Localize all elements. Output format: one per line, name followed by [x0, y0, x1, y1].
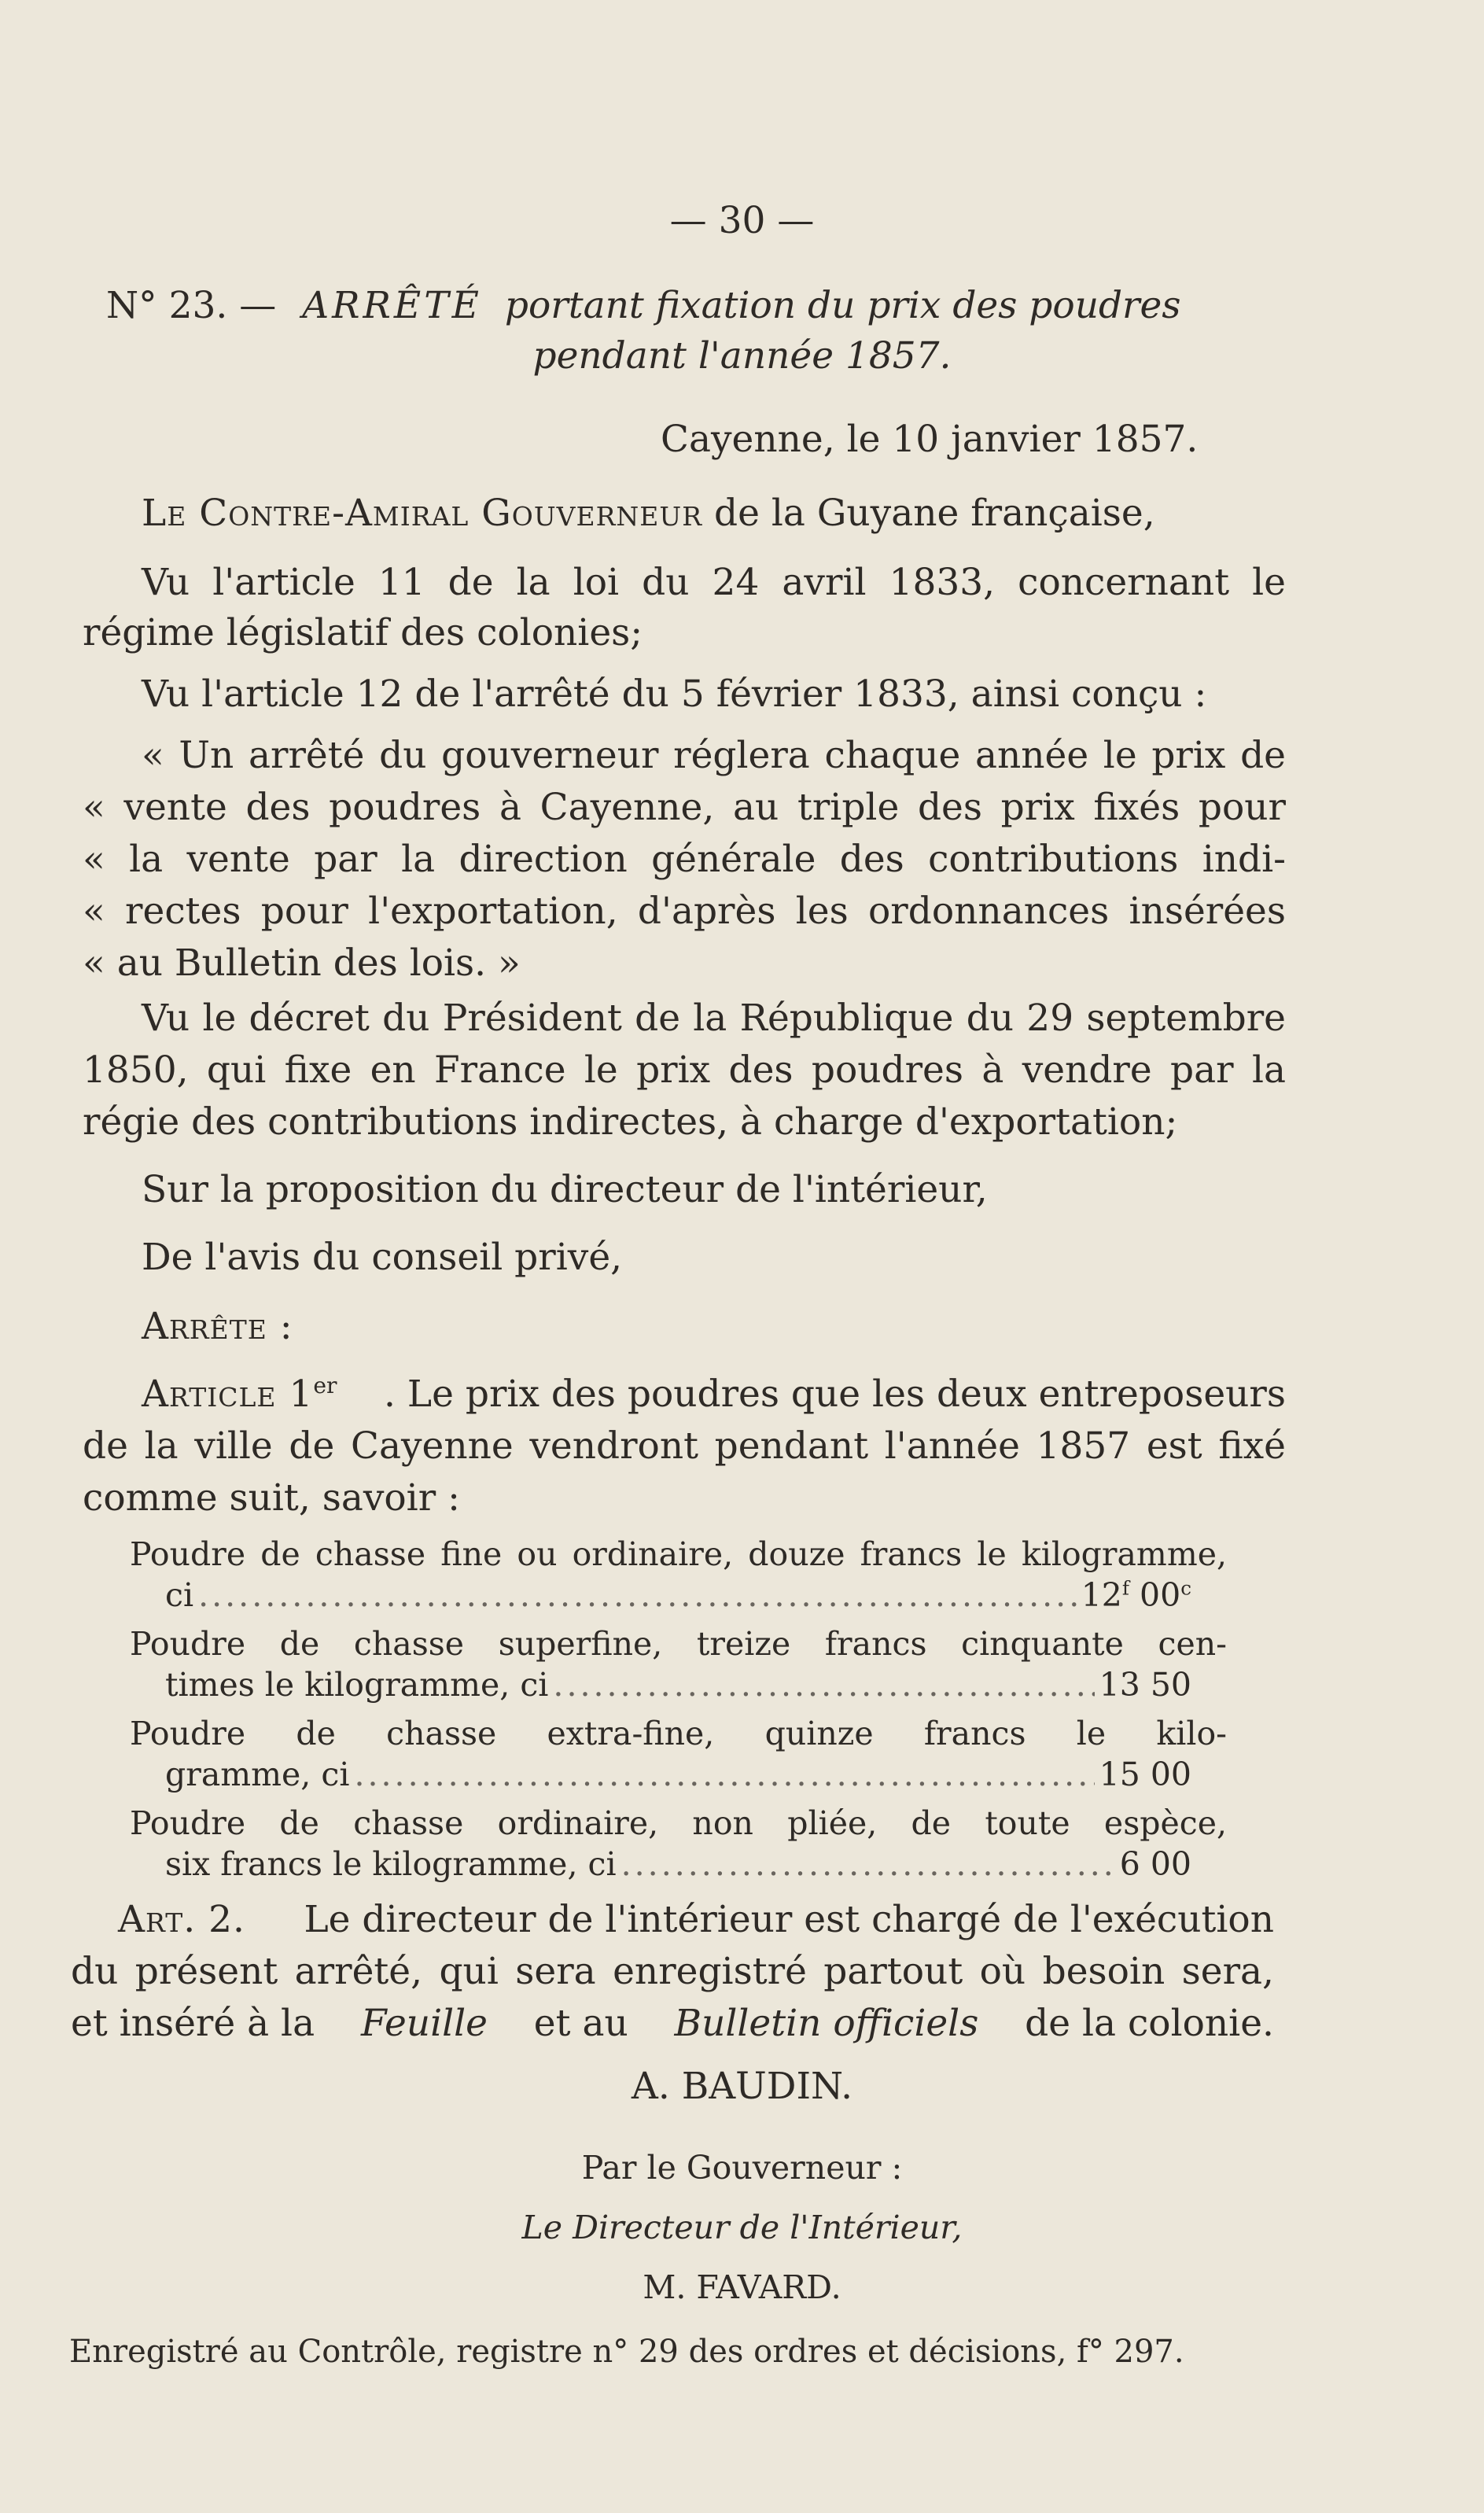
article-2-label: Art. 2.: [118, 1898, 245, 1941]
price-item-2-text: times le kilogramme, ci: [165, 1666, 549, 1704]
signature-baudin: A. BAUDIN.: [631, 2065, 853, 2108]
price-item-2-line-1: Poudre de chasse superfine, treize francs cinquante cen-: [130, 1625, 1227, 1663]
feuille-italic: Feuille: [360, 2002, 488, 2045]
article-2-line-1-rest: Le directeur de l'intérieur est chargé de l'exécution: [304, 1898, 1274, 1941]
price-item-3-line-2: [165, 1752, 1191, 1796]
dateline: Cayenne, le 10 janvier 1857.: [661, 418, 1199, 461]
consideration-5: Sur la proposition du directeur de l'intérieur,: [142, 1168, 988, 1211]
price-item-4-line-2: [165, 1842, 1191, 1886]
price-item-4-value: 6 00: [1119, 1845, 1191, 1883]
price-item-3-value: 15 00: [1099, 1756, 1191, 1793]
quote-line-1: « Un arrêté du gouverneur réglera chaque année le prix de: [142, 734, 1286, 777]
quote-line-4: « rectes pour l'exportation, d'après les ordonnances insérées: [83, 890, 1286, 933]
price-item-1-value: 12$^f$ 00$^c$: [1081, 1576, 1191, 1614]
opening-rest: de la Guyane française,: [714, 492, 1155, 535]
heading-number: N° 23. —: [106, 284, 277, 327]
quote-line-5: « au Bulletin des lois. »: [83, 941, 521, 985]
consideration-4-line-1: Vu le décret du Président de la République du 29 septembre: [142, 997, 1286, 1040]
price-item-1-text: ci: [165, 1576, 194, 1614]
page-number: — 30 —: [669, 199, 815, 242]
leader-dots: [198, 1573, 1077, 1617]
article-1-line-1-rest: . Le prix des poudres que les deux entreposeurs: [384, 1373, 1286, 1416]
consideration-4-line-2: 1850, qui fixe en France le prix des poudres à vendre par la: [83, 1048, 1286, 1092]
article-1-line-2: de la ville de Cayenne vendront pendant l'année 1857 est fixé: [83, 1424, 1286, 1468]
leader-dots: [354, 1752, 1094, 1796]
article-1-label: Article 1: [142, 1373, 314, 1416]
price-item-3-line-1: Poudre de chasse extra-fine, quinze francs le kilo-: [130, 1715, 1227, 1752]
consideration-1-line-2: régime législatif des colonies;: [83, 611, 643, 654]
quote-line-3: « la vente par la direction générale des contributions indi-: [83, 838, 1286, 881]
heading-line-1: [106, 280, 1302, 332]
article-1-line-1: [142, 1369, 1286, 1420]
heading-title-rest-1: portant fixation du prix des poudres: [504, 284, 1181, 327]
article-2-line-3: [71, 1998, 1274, 2050]
bulletin-italic: Bulletin officiels: [674, 2002, 979, 2045]
price-item-1-line-1: Poudre de chasse fine ou ordinaire, douze francs le kilogramme,: [130, 1535, 1227, 1573]
price-item-2-value: 13 50: [1099, 1666, 1191, 1704]
article-1-sup: er: [313, 1373, 337, 1399]
heading-title-word: ARRÊTÉ: [302, 284, 482, 327]
leader-dots: [621, 1842, 1115, 1886]
heading-line-2: pendant l'année 1857.: [532, 334, 952, 378]
opening-title: Le Contre-Amiral Gouverneur: [142, 492, 703, 535]
signature-favard: M. FAVARD.: [643, 2268, 841, 2306]
article-2-line-3-part-b: et au: [533, 2002, 628, 2045]
article-2-line-3-part-a: et inséré à la: [71, 2002, 315, 2045]
price-item-3-text: gramme, ci: [165, 1756, 350, 1793]
article-2-line-1: [118, 1894, 1274, 1946]
consideration-1-line-1: Vu l'article 11 de la loi du 24 avril 1833, concernant le: [142, 561, 1286, 604]
consideration-2: Vu l'article 12 de l'arrêté du 5 février 1833, ainsi conçu :: [142, 672, 1207, 716]
article-2-line-3-part-c: de la colonie.: [1025, 2002, 1274, 2045]
price-item-2-line-2: [165, 1663, 1191, 1707]
par-le-gouverneur: Par le Gouverneur :: [581, 2149, 903, 2187]
quote-line-2: « vente des poudres à Cayenne, au triple des prix fixés pour: [83, 786, 1286, 829]
article-1-line-3: comme suit, savoir :: [83, 1476, 460, 1520]
consideration-6: De l'avis du conseil privé,: [142, 1236, 623, 1279]
article-2-line-2: du présent arrêté, qui sera enregistré partout où besoin sera,: [71, 1950, 1274, 1993]
price-item-4-text: six francs le kilogramme, ci: [165, 1845, 617, 1883]
consideration-4-line-3: régie des contributions indirectes, à charge d'exportation;: [83, 1100, 1178, 1144]
directeur-interieur: Le Directeur de l'Intérieur,: [521, 2209, 963, 2246]
price-item-4-line-1: Poudre de chasse ordinaire, non pliée, de toute espèce,: [130, 1804, 1227, 1842]
price-item-1-line-2: [165, 1573, 1191, 1617]
registration-footer: Enregistré au Contrôle, registre n° 29 des ordres et décisions, f° 297.: [69, 2334, 1184, 2370]
opening-line: [142, 488, 1286, 540]
arrete-label: Arrête :: [142, 1305, 293, 1348]
leader-dots: [553, 1663, 1094, 1707]
